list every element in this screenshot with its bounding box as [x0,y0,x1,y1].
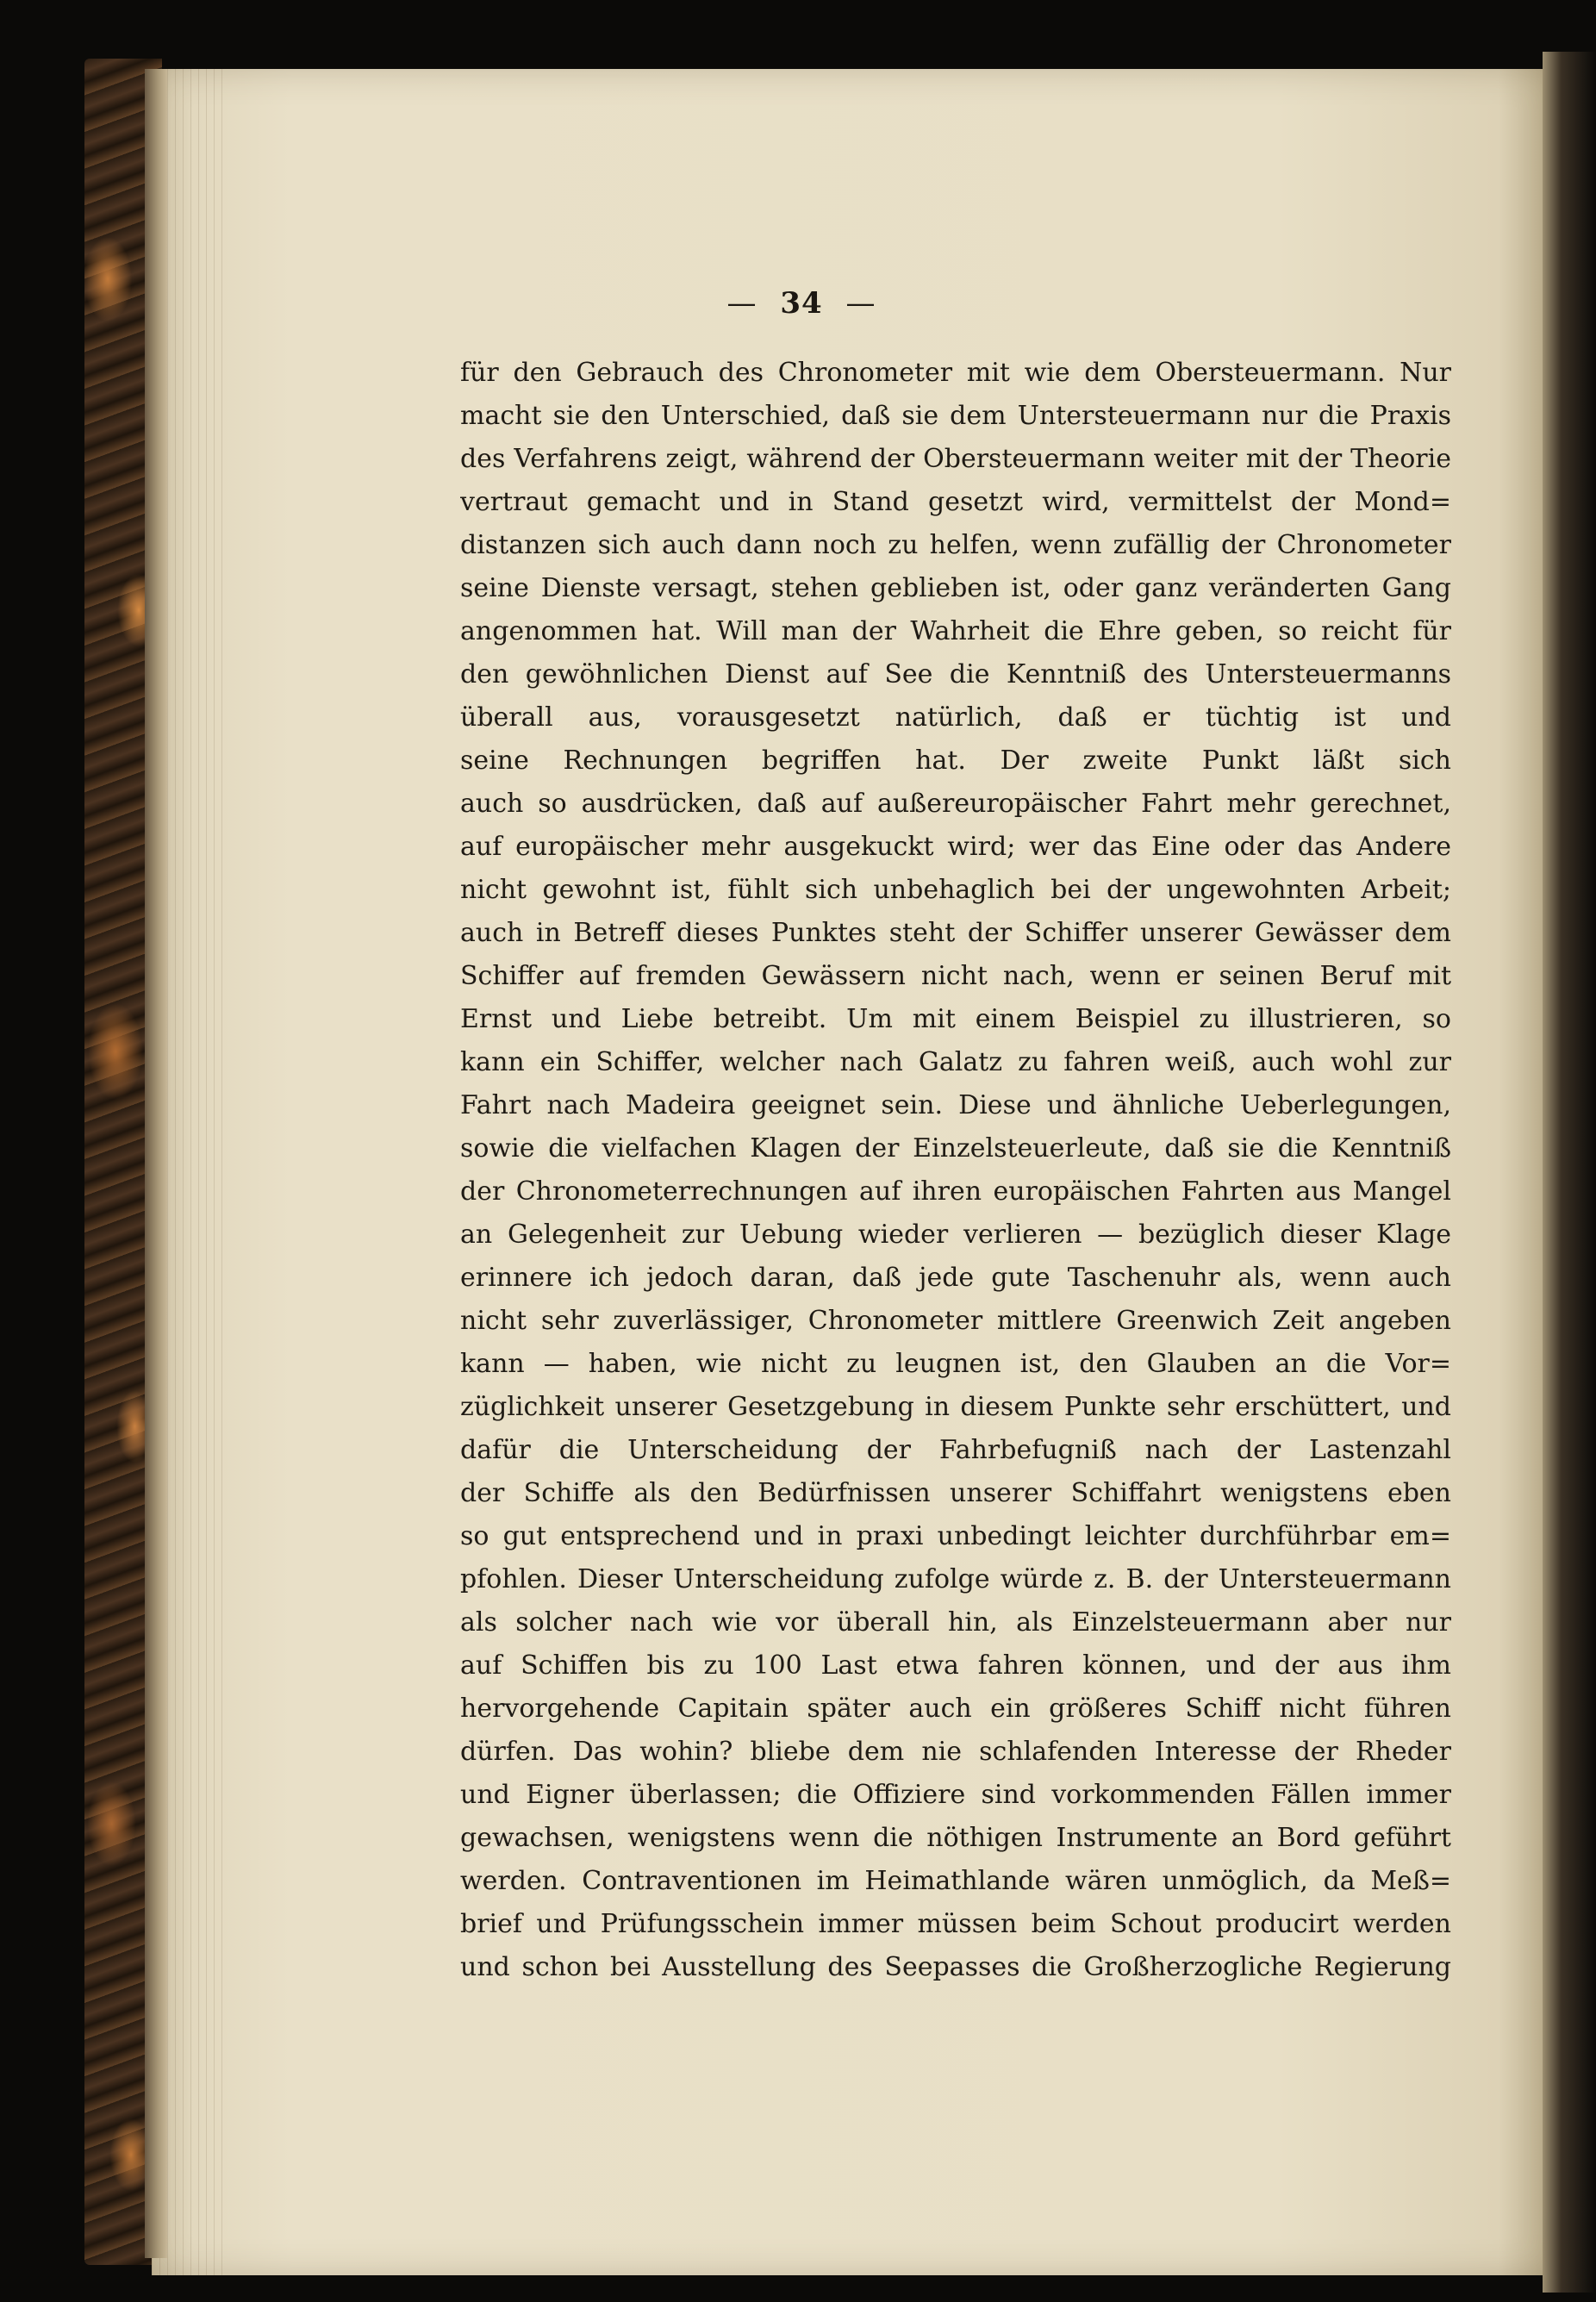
text-line: kann ein Schiffer, welcher nach Galatz zu fahren weiß, auch wohl zur [460,1047,1451,1077]
text-line: Fahrt nach Madeira geeignet sein. Diese und ähnliche Ueberlegungen, [460,1090,1451,1120]
text-line: des Verfahrens zeigt, während der Obersteuermann weiter mit der Theorie [460,444,1451,474]
text-line: hervorgehende Capitain später auch ein größeres Schiff nicht führen [460,1694,1451,1724]
text-line: Ernst und Liebe betreibt. Um mit einem Beispiel zu illustrieren, so [460,1004,1451,1034]
text-line: brief und Prüfungsschein immer müssen beim Schout producirt werden [460,1909,1451,1939]
text-line: werden. Contraventionen im Heimathlande wären unmöglich, da Meß= [460,1866,1451,1896]
text-line: kann — haben, wie nicht zu leugnen ist, den Glauben an die Vor= [460,1349,1451,1379]
text-line: den gewöhnlichen Dienst auf See die Kenntniß des Untersteuermanns [460,659,1451,689]
text-line: macht sie den Unterschied, daß sie dem Untersteuermann nur die Praxis [460,401,1451,431]
body-text [460,352,1451,1989]
text-line: dafür die Unterscheidung der Fahrbefugniß nach der Lastenzahl [460,1435,1451,1465]
text-line: pfohlen. Dieser Unterscheidung zufolge würde z. B. der Untersteuermann [460,1564,1451,1594]
cover-edge [145,69,167,2258]
text-line: züglichkeit unserer Gesetzgebung in diesem Punkte sehr erschüttert, und [460,1392,1451,1422]
text-line: gewachsen, wenigstens wenn die nöthigen Instrumente an Bord geführt [460,1823,1451,1853]
page-number: 34 [780,286,823,321]
text-line: auch so ausdrücken, daß auf außereuropäischer Fahrt mehr gerechnet, [460,789,1451,819]
text-line: an Gelegenheit zur Uebung wieder verlieren — bezüglich dieser Klage [460,1220,1451,1250]
text-line: dürfen. Das wohin? bliebe dem nie schlafenden Interesse der Rheder [460,1737,1451,1767]
text-line: vertraut gemacht und in Stand gesetzt wird, vermittelst der Mond= [460,487,1451,517]
text-line: der Chronometerrechnungen auf ihren europäischen Fahrten aus Mangel [460,1176,1451,1207]
text-line: so gut entsprechend und in praxi unbedingt leichter durchführbar em= [460,1521,1451,1551]
right-shadow [1543,52,1596,2293]
header-dash-left: — [726,286,757,321]
text-line: nicht gewohnt ist, fühlt sich unbehaglich bei der ungewohnten Arbeit; [460,875,1451,905]
text-line: und Eigner überlassen; die Offiziere sind vorkommenden Fällen immer [460,1780,1451,1810]
text-line: erinnere ich jedoch daran, daß jede gute Taschenuhr als, wenn auch [460,1263,1451,1293]
text-line: angenommen hat. Will man der Wahrheit die Ehre geben, so reicht für [460,616,1451,646]
text-line: als solcher nach wie vor überall hin, als Einzelsteuermann aber nur [460,1607,1451,1638]
text-line: nicht sehr zuverlässiger, Chronometer mittlere Greenwich Zeit angeben [460,1306,1451,1336]
text-line: auf Schiffen bis zu 100 Last etwa fahren können, und der aus ihm [460,1650,1451,1681]
text-line: Schiffer auf fremden Gewässern nicht nach, wenn er seinen Beruf mit [460,961,1451,991]
text-line: auf europäischer mehr ausgekuckt wird; wer das Eine oder das Andere [460,832,1451,862]
page-header [215,286,1387,321]
text-line: seine Dienste versagt, stehen geblieben ist, oder ganz veränderten Gang [460,573,1451,603]
header-dash-right: — [845,286,876,321]
text-line: sowie die vielfachen Klagen der Einzelsteuerleute, daß sie die Kenntniß [460,1133,1451,1163]
text-line: überall aus, vorausgesetzt natürlich, daß er tüchtig ist und [460,702,1451,733]
text-line: auch in Betreff dieses Punktes steht der Schiffer unserer Gewässer dem [460,918,1451,948]
text-line: seine Rechnungen begriffen hat. Der zweite Punkt läßt sich [460,745,1451,776]
text-line: distanzen sich auch dann noch zu helfen, wenn zufällig der Chronometer [460,530,1451,560]
text-line: für den Gebrauch des Chronometer mit wie dem Obersteuermann. Nur [460,358,1451,388]
text-line: der Schiffe als den Bedürfnissen unserer Schiffahrt wenigstens eben [460,1478,1451,1508]
text-line: und schon bei Ausstellung des Seepasses die Großherzogliche Regierung [460,1952,1451,1982]
